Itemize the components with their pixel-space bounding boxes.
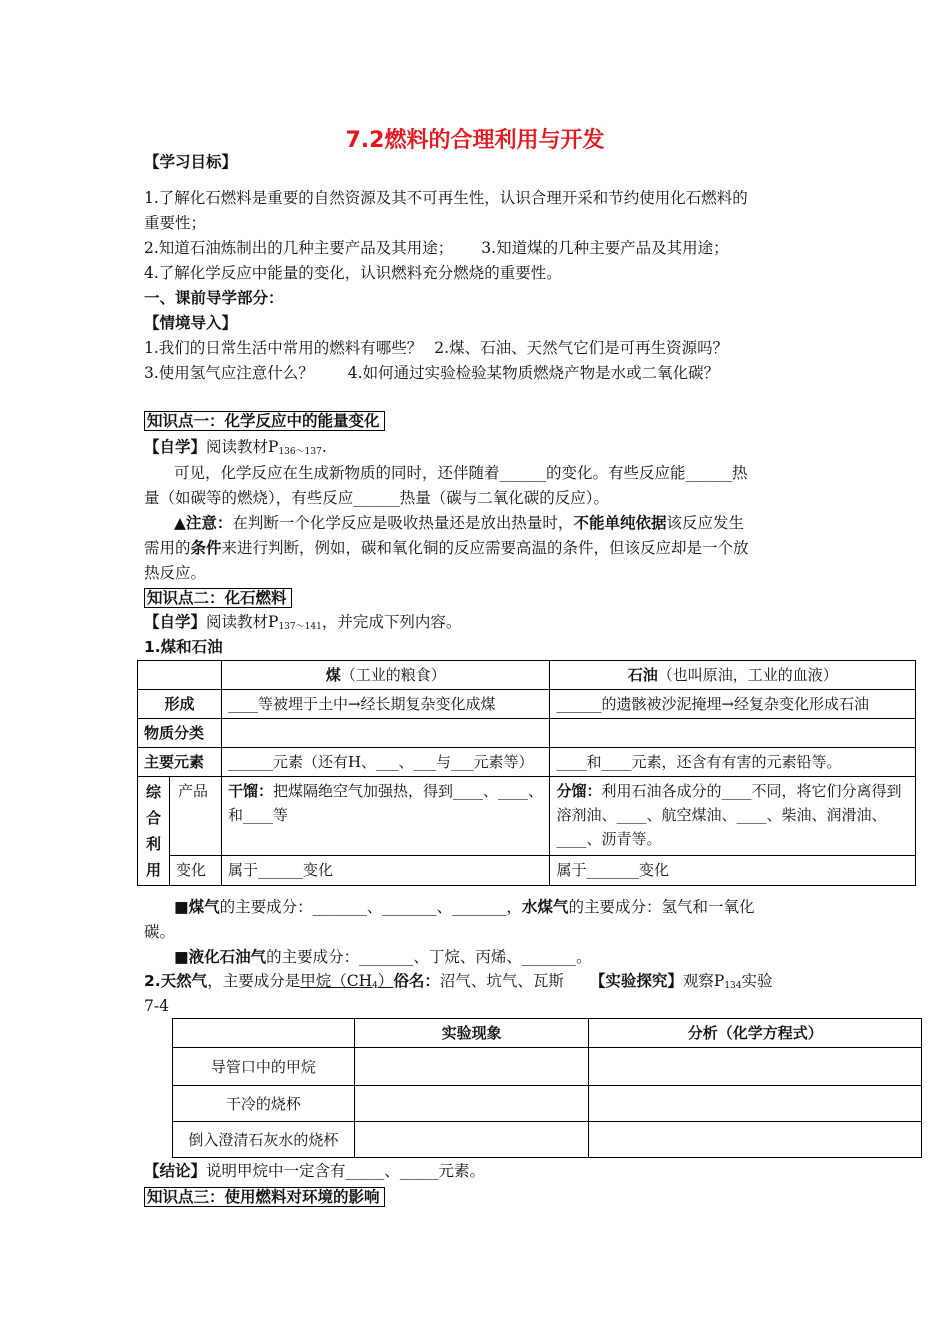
coal-gas-line — [174, 896, 754, 918]
formation-oil: ______的遗骸被沙泥掩埋→经复杂变化形成石油 — [550, 690, 916, 719]
note-c: 需用的 — [144, 539, 191, 557]
water-gas-text: 的主要成分：氢气和一氧化 — [568, 898, 755, 916]
kp2-self-study — [144, 611, 461, 638]
conclusion-text: 说明甲烷中一定含有_____、_____元素。 — [206, 1162, 486, 1180]
lpg-text: 的主要成分：_______、丁烷、丙烯、_______。 — [266, 948, 592, 966]
exp-row-2: 干冷的烧杯 — [173, 1086, 355, 1122]
natural-gas-line — [144, 970, 773, 997]
exp-header-analysis: 分析（化学方程式） — [589, 1019, 922, 1048]
water-gas-end: 碳。 — [144, 923, 176, 941]
kp1-p1: 可见，化学反应在生成新物质的同时，还伴随着______的变化。有些反应能______热 — [174, 464, 748, 482]
goal-2: 2.知道石油炼制出的几种主要产品及其用途； — [144, 239, 454, 257]
experiment-table — [172, 1018, 922, 1158]
exp-header-observation: 实验现象 — [354, 1019, 589, 1048]
change-coal: 属于______变化 — [221, 856, 550, 886]
sub-change-label: 变化 — [169, 856, 221, 886]
table-row — [173, 1086, 922, 1122]
kp1-heading-row — [144, 410, 385, 432]
goal-4: 4.了解化学反应中能量的变化，认识燃料充分燃烧的重要性。 — [144, 264, 562, 282]
header-oil — [550, 661, 916, 690]
note-bold-1: 不能单纯依据 — [573, 514, 667, 532]
section-1-heading: 一、课前导学部分： — [144, 289, 284, 307]
product-oil — [550, 777, 916, 856]
kp1-note-1 — [174, 512, 744, 534]
methane-sub: 4 — [372, 981, 378, 991]
change-oil: 属于_______变化 — [550, 856, 916, 886]
kp1-self-pages: 136～137 — [278, 447, 322, 457]
header-coal-bold: 煤 — [325, 666, 341, 684]
intro-q3: 3.使用氢气应注意什么？ — [144, 364, 314, 382]
dry-label: 干馏： — [227, 782, 273, 800]
table-row — [138, 777, 916, 856]
kp3-heading-row — [144, 1186, 385, 1208]
intro-q4: 4.如何通过实验检验某物质燃烧产物是水或二氧化碳？ — [347, 364, 720, 382]
table-row — [138, 856, 916, 886]
kp2-self-end: ，并完成下列内容。 — [321, 613, 462, 631]
intro-q1-q2 — [144, 337, 728, 359]
experiment-end: 实验 — [741, 972, 773, 990]
kp1-heading: 知识点一：化学反应中的能量变化 — [144, 411, 385, 431]
alias-label: 俗名： — [393, 972, 440, 990]
class-oil — [550, 719, 916, 748]
kp2-self-pages: 137～141 — [278, 622, 322, 632]
kp1-self-study — [144, 436, 327, 463]
natural-gas-text: ，主要成分是 — [207, 972, 301, 990]
goal-1a: 1.了解化石燃料是重要的自然资源及其不可再生性，认识合理开采和节约使用化石燃料的 — [144, 189, 748, 207]
table-row — [138, 748, 916, 777]
goals-heading: 【学习目标】 — [144, 153, 238, 171]
table-row — [173, 1122, 922, 1158]
alias-text: 沼气、坑气、瓦斯 — [439, 972, 564, 990]
note-d: 来进行判断，例如，碳和氧化铜的反应需要高温的条件，但该反应却是一个放 — [221, 539, 749, 557]
header-coal-text: （工业的粮食） — [340, 666, 446, 684]
row-use-label: 综合利用 — [138, 777, 170, 886]
header-oil-text: （也叫原油，工业的血液） — [657, 666, 838, 684]
kp1-self-end: . — [321, 438, 327, 456]
table-row — [138, 719, 916, 748]
coal-oil-table — [137, 660, 916, 886]
lpg-bold: ■液化石油气 — [174, 948, 267, 966]
product-coal — [221, 777, 550, 856]
table-row — [138, 690, 916, 719]
conclusion-label: 【结论】 — [144, 1162, 207, 1180]
experiment-label: 【实验探究】 — [589, 972, 683, 990]
kp2-heading-row — [144, 587, 292, 609]
kp2-self-text: 阅读教材P — [206, 613, 279, 631]
row-formation-label: 形成 — [138, 690, 222, 719]
methane-text: 甲烷（CH — [300, 972, 373, 990]
experiment-page: 134 — [724, 981, 742, 991]
class-coal — [221, 719, 550, 748]
methane-end: ） — [377, 972, 394, 990]
goal-1b: 重要性； — [144, 214, 207, 232]
intro-q2: 2.煤、石油、天然气它们是可再生资源吗？ — [434, 339, 729, 357]
note-label: ▲注意： — [174, 514, 233, 532]
kp3-heading: 知识点三：使用燃料对环境的影响 — [144, 1187, 385, 1207]
table-row — [173, 1048, 922, 1086]
dry-text: 把煤隔绝空气加强热，得到____、____、和____等 — [227, 782, 543, 824]
goal-2-3 — [144, 237, 729, 259]
row-class-label: 物质分类 — [138, 719, 222, 748]
note-a: 在判断一个化学反应是吸收热量还是放出热量时， — [232, 514, 574, 532]
coal-gas-bold: ■煤气 — [174, 898, 220, 916]
experiment-number: 7-4 — [144, 997, 169, 1015]
frac-text: 利用石油各成分的____不同，将它们分离得到溶剂油、____、航空煤油、____、柴油、润滑油、____、沥青等。 — [556, 782, 902, 848]
header-coal — [221, 661, 550, 690]
intro-q3-q4 — [144, 362, 719, 384]
note-bold-2: 条件 — [190, 539, 222, 557]
elements-oil: ____和____元素，还含有有害的元素铅等。 — [550, 748, 916, 777]
kp1-p2: 量（如碳等的燃烧），有些反应______热量（碳与二氧化碳的反应）。 — [144, 489, 610, 507]
kp1-self-label: 【自学】 — [144, 438, 207, 456]
exp-row-1: 导管口中的甲烷 — [173, 1048, 355, 1086]
note-b: 该反应发生 — [666, 514, 744, 532]
methane — [300, 972, 393, 990]
sub-product-label: 产品 — [169, 777, 221, 856]
elements-coal: ______元素（还有H、___、___与___元素等） — [221, 748, 550, 777]
experiment-text: 观察P — [682, 972, 725, 990]
coal-gas-text: 的主要成分：_______、_______、_______， — [219, 898, 522, 916]
table-row — [138, 661, 916, 690]
kp2-sub1: 1.煤和石油 — [144, 638, 223, 656]
kp2-self-label: 【自学】 — [144, 613, 207, 631]
water-gas-bold: 水煤气 — [521, 898, 569, 916]
kp1-self-text: 阅读教材P — [206, 438, 279, 456]
exp-row-3: 倒入澄清石灰水的烧杯 — [173, 1122, 355, 1158]
goal-3: 3.知道煤的几种主要产品及其用途； — [481, 239, 729, 257]
intro-heading: 【情境导入】 — [144, 314, 238, 332]
header-oil-bold: 石油 — [627, 666, 658, 684]
lpg-line — [174, 946, 592, 968]
frac-label: 分馏： — [556, 782, 602, 800]
intro-q1: 1.我们的日常生活中常用的燃料有哪些？ — [144, 339, 423, 357]
kp1-note-3: 热反应。 — [144, 564, 207, 582]
page-title: 7.2燃料的合理利用与开发 — [345, 128, 605, 153]
row-elements-label: 主要元素 — [138, 748, 222, 777]
formation-coal: ____等被埋于土中→经长期复杂变化成煤 — [221, 690, 550, 719]
natural-gas-label: 2.天然气 — [144, 972, 208, 990]
table-row — [173, 1019, 922, 1048]
conclusion-line — [144, 1160, 485, 1182]
kp1-note-2 — [144, 537, 749, 559]
kp2-heading: 知识点二：化石燃料 — [144, 588, 292, 608]
